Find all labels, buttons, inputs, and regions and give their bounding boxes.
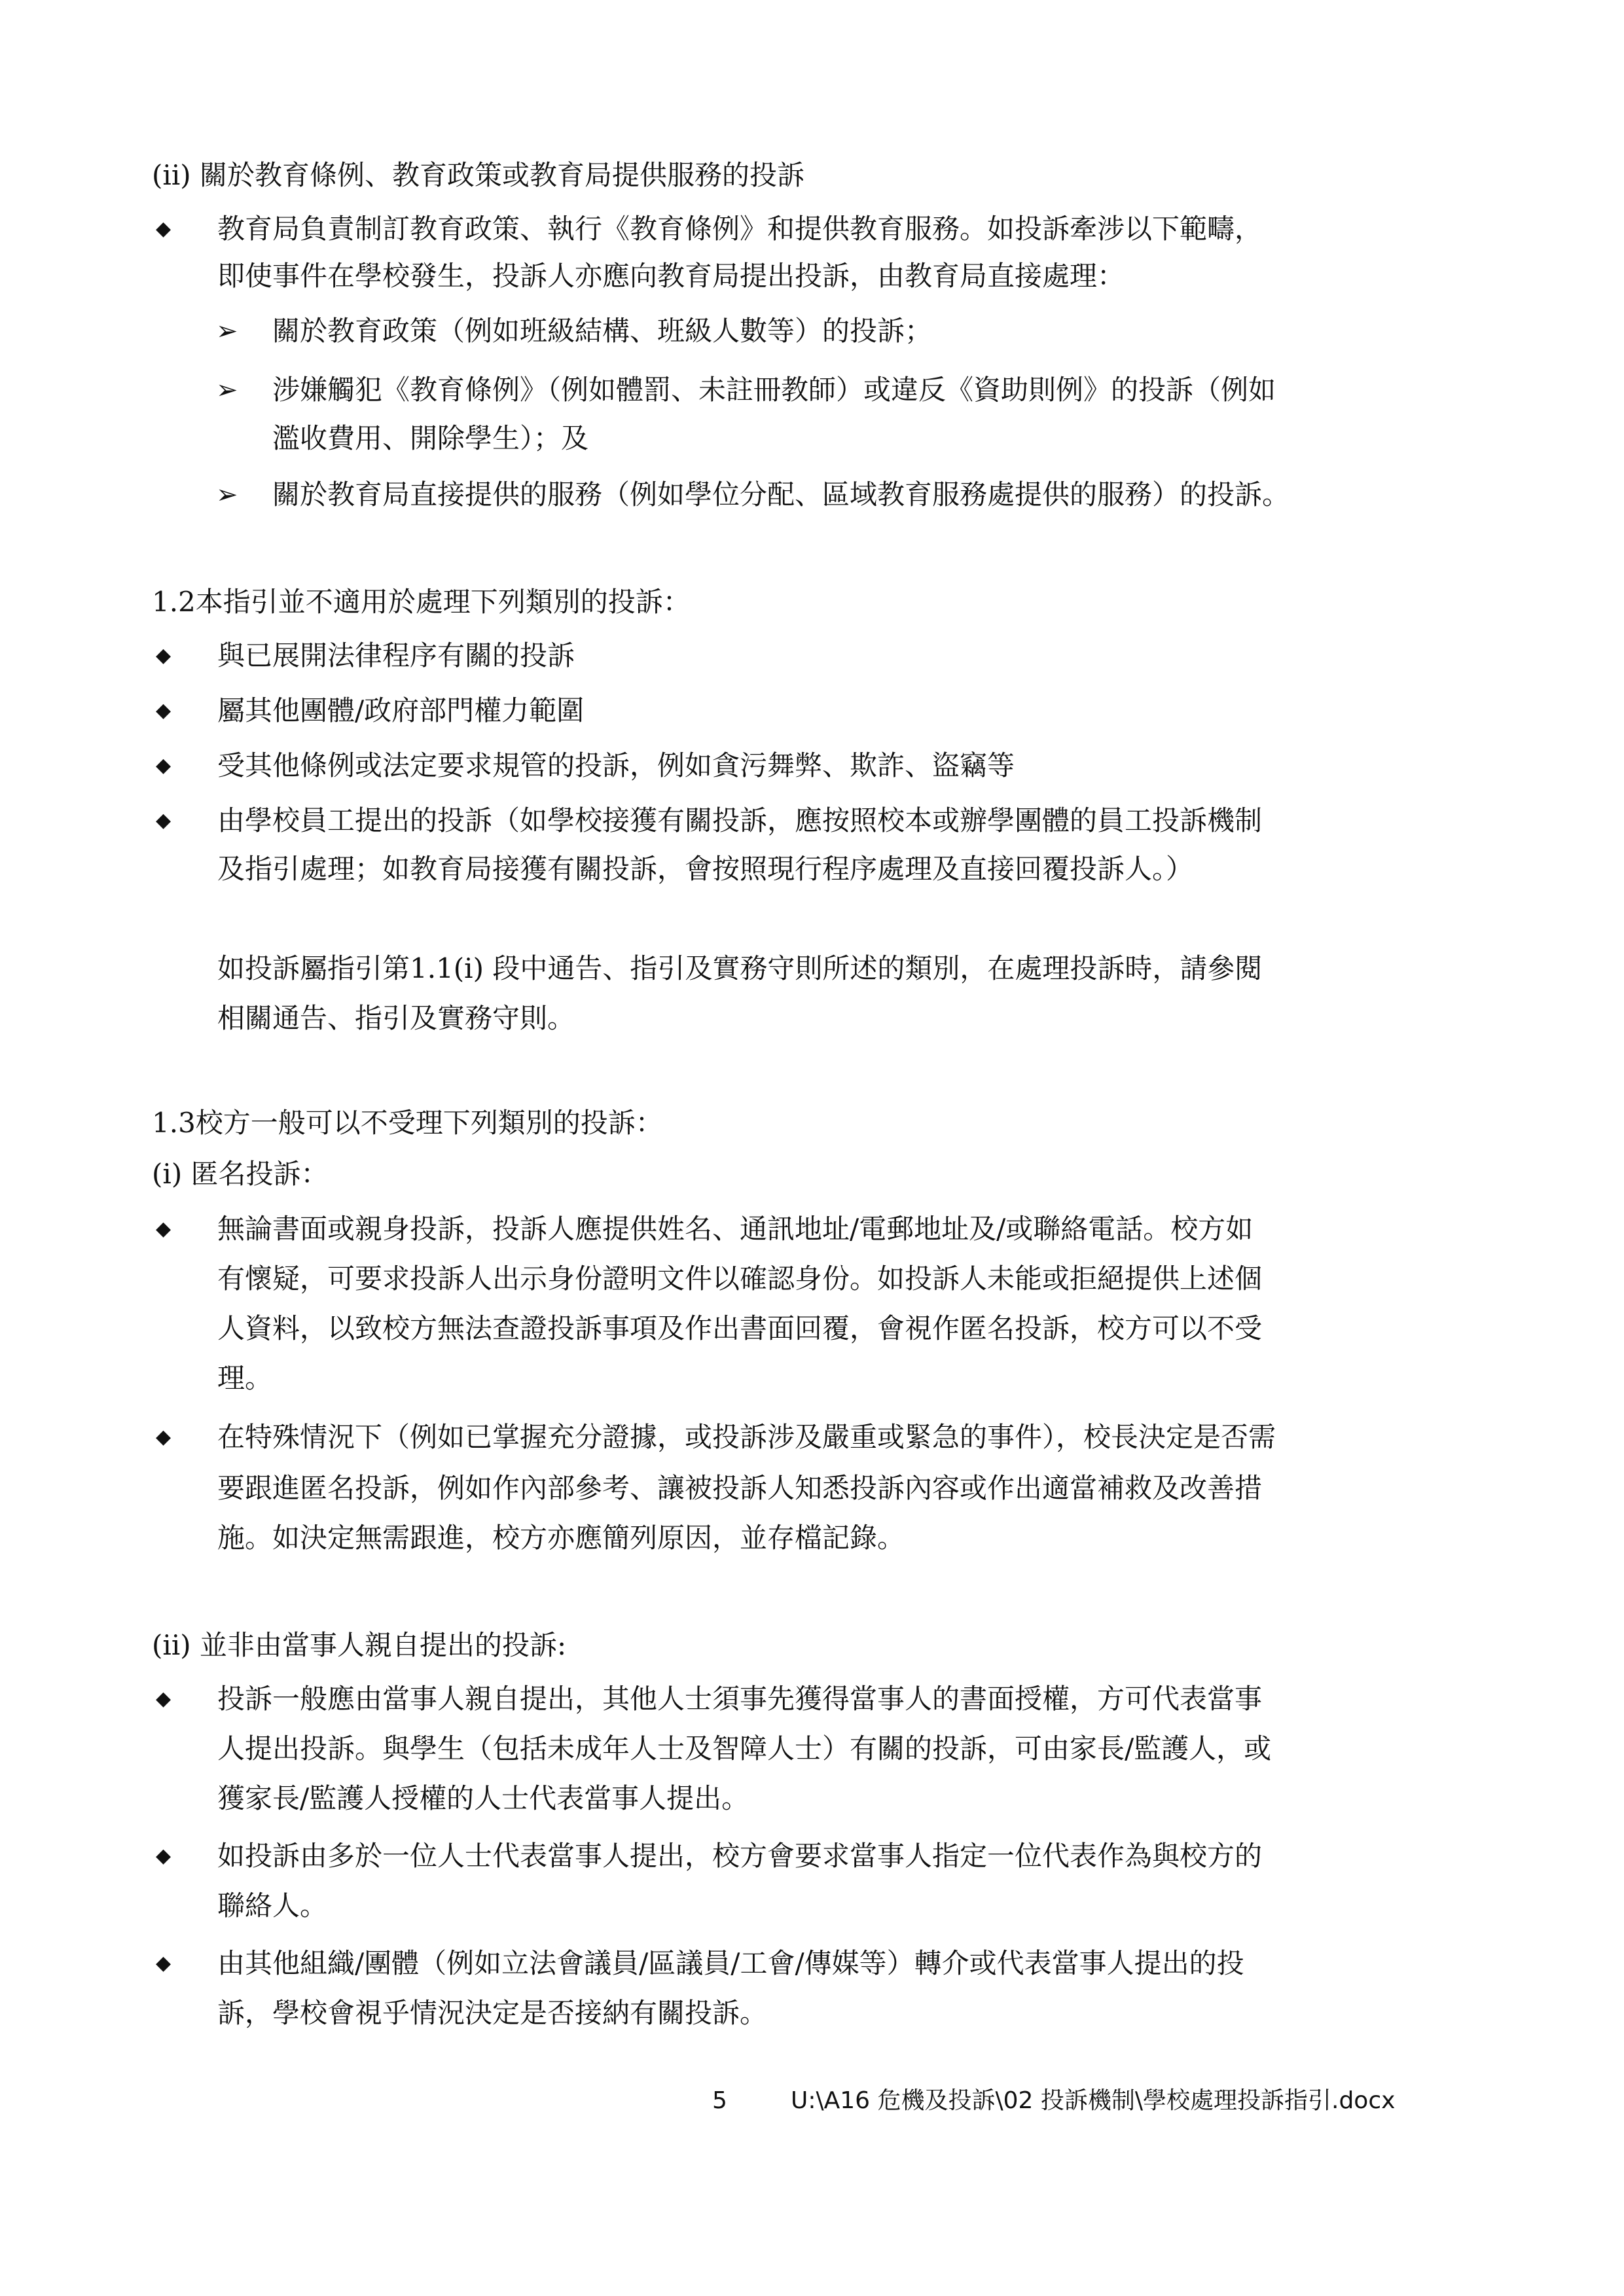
arrowhead-bullet-icon: ➢ xyxy=(216,316,238,346)
list-item: 關於教育局直接提供的服務（例如學位分配、區域教育服務處提供的服務）的投訴。 xyxy=(272,478,1290,511)
diamond-bullet-icon: ◆ xyxy=(156,1426,171,1448)
list-item-continuation: 施。如決定無需跟進，校方亦應簡列原因，並存檔記錄。 xyxy=(217,1522,905,1554)
paragraph-line: 教育局負責制訂教育政策、執行《教育條例》和提供教育服務。如投訴牽涉以下範疇， xyxy=(217,213,1263,245)
file-path: U:\A16 危機及投訴\02 投訴機制\學校處理投訴指引.docx xyxy=(791,2087,1396,2114)
note-line: 相關通告、指引及實務守則。 xyxy=(217,1002,575,1034)
section-heading-ii-edu: (ii) 關於教育條例、教育政策或教育局提供服務的投訴 xyxy=(152,159,804,191)
list-item: 屬其他團體/政府部門權力範圍 xyxy=(217,694,585,726)
page-footer xyxy=(712,2081,1395,2121)
list-item: 涉嫌觸犯《教育條例》（例如體罰、未註冊教師）或違反《資助則例》的投訴（例如 xyxy=(272,374,1276,406)
arrowhead-bullet-icon: ➢ xyxy=(216,375,238,405)
section-heading-1-3: 1.3校方一般可以不受理下列類別的投訴： xyxy=(152,1107,663,1139)
diamond-bullet-icon: ◆ xyxy=(156,699,171,722)
list-item: 由學校員工提出的投訴（如學校接獲有關投訴，應按照校本或辦學團體的員工投訴機制 xyxy=(217,804,1263,836)
list-item-continuation: 及指引處理；如教育局接獲有關投訴，會按照現行程序處理及直接回覆投訴人。） xyxy=(217,853,1194,885)
list-item: 關於教育政策（例如班級結構、班級人數等）的投訴； xyxy=(272,315,933,347)
list-item: 與已展開法律程序有關的投訴 xyxy=(217,639,575,672)
sub-heading-not-by-party: (ii) 並非由當事人親自提出的投訴: xyxy=(152,1629,567,1661)
list-item-continuation: 聯絡人。 xyxy=(217,1890,328,1922)
list-item: 投訴一般應由當事人親自提出，其他人士須事先獲得當事人的書面授權，方可代表當事 xyxy=(217,1683,1263,1715)
list-item-continuation: 獲家長/監護人授權的人士代表當事人提出。 xyxy=(217,1782,749,1814)
section-heading-1-2: 1.2本指引並不適用於處理下列類別的投訴： xyxy=(152,586,691,618)
diamond-bullet-icon: ◆ xyxy=(156,217,171,240)
sub-heading-anonymous: (i) 匿名投訴： xyxy=(152,1158,329,1190)
list-item: 在特殊情況下（例如已掌握充分證據，或投訴涉及嚴重或緊急的事件），校長決定是否需 xyxy=(217,1421,1276,1453)
diamond-bullet-icon: ◆ xyxy=(156,1687,171,1710)
list-item-continuation: 理。 xyxy=(217,1362,273,1394)
list-item: 由其他組織/團體（例如立法會議員/區議員/工會/傳媒等）轉介或代表當事人提出的投 xyxy=(217,1947,1244,1979)
diamond-bullet-icon: ◆ xyxy=(156,1952,171,1975)
diamond-bullet-icon: ◆ xyxy=(156,1217,171,1240)
diamond-bullet-icon: ◆ xyxy=(156,1844,171,1867)
list-item-continuation: 有懷疑，可要求投訴人出示身份證明文件以確認身份。如投訴人未能或拒絕提供上述個 xyxy=(217,1263,1263,1295)
list-item: 受其他條例或法定要求規管的投訴，例如貪污舞弊、欺詐、盜竊等 xyxy=(217,749,1015,781)
list-item: 如投訴由多於一位人士代表當事人提出，校方會要求當事人指定一位代表作為與校方的 xyxy=(217,1840,1263,1872)
list-item: 無論書面或親身投訴，投訴人應提供姓名、通訊地址/電郵地址及/或聯絡電話。校方如 xyxy=(217,1213,1254,1245)
diamond-bullet-icon: ◆ xyxy=(156,754,171,777)
note-line: 如投訴屬指引第1.1(i) 段中通告、指引及實務守則所述的類別，在處理投訴時，請參閱 xyxy=(217,952,1263,984)
list-item-continuation: 濫收費用、開除學生）；及 xyxy=(272,422,589,454)
page-number: 5 xyxy=(712,2087,727,2114)
arrowhead-bullet-icon: ➢ xyxy=(216,480,238,510)
diamond-bullet-icon: ◆ xyxy=(156,644,171,667)
list-item-continuation: 人資料，以致校方無法查證投訴事項及作出書面回覆，會視作匿名投訴，校方可以不受 xyxy=(217,1312,1263,1344)
list-item-continuation: 人提出投訴。與學生（包括未成年人士及智障人士）有關的投訴，可由家長/監護人，或 xyxy=(217,1732,1272,1765)
list-item-continuation: 要跟進匿名投訴，例如作內部參考、讓被投訴人知悉投訴內容或作出適當補救及改善措 xyxy=(217,1472,1263,1504)
list-item-continuation: 訴，學校會視乎情況決定是否接納有關投訴。 xyxy=(217,1997,768,2029)
diamond-bullet-icon: ◆ xyxy=(156,809,171,832)
paragraph-line: 即使事件在學校發生，投訴人亦應向教育局提出投訴，由教育局直接處理： xyxy=(217,260,1125,292)
